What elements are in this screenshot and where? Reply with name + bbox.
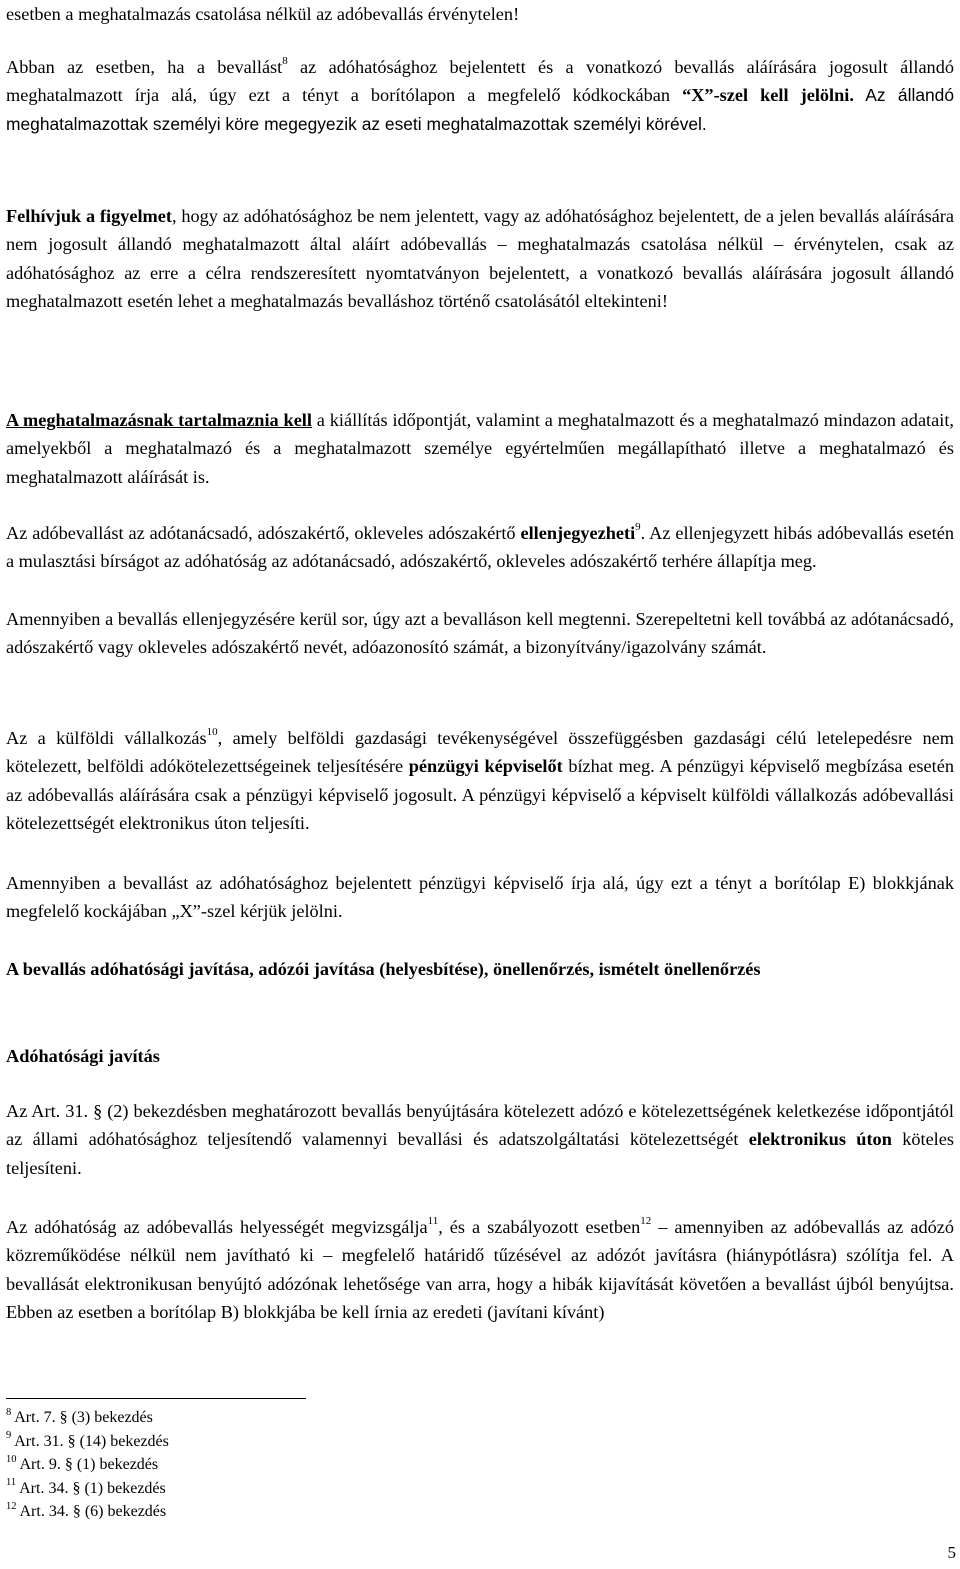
footnote-number: 10	[6, 1453, 17, 1465]
text: – amennyiben az adóbevallás az adózó közreműködése nélkül nem javítható ki – megfelelő határidő tűzésével az adózót javításra (hiánypótlásra) szólítja fel. A bevallását elektronikusan benyújtó adózónak lehetősége van arra, hogy a hibák kijavítását követően a bevallást újból benyújtsa. Ebben az esetben a borítólap B) blokkjába be kell írnia az eredeti (javítani kívánt)	[6, 1217, 954, 1323]
footnote-item	[6, 1453, 169, 1477]
text: a kiállítás időpontját, valamint a meghatalmazott és a meghatalmazó mindazon adatait, amelyekből a meghatalmazó és a meghatalmazott személye egyértelműen megállapítható illetve a meghatalmazó és meghatalmazott aláírását is.	[6, 410, 954, 487]
footnote-text: Art. 9. § (1) bekezdés	[19, 1456, 159, 1474]
bold-text: elektronikus úton	[748, 1129, 892, 1150]
footnote-separator	[6, 1398, 306, 1399]
text: Az a külföldi vállalkozás	[6, 728, 207, 748]
paragraph-foreign-company	[6, 724, 954, 838]
footnote-number: 12	[6, 1501, 17, 1513]
text: Az állandó meghatalmazottak személyi köre megegyezik az eseti meghatalmazottak személyi körével.	[6, 85, 955, 134]
intro-text: esetben a meghatalmazás csatolása nélkül az adóbevallás érvénytelen!	[6, 4, 520, 24]
footnote-item	[6, 1477, 169, 1501]
text: , hogy az adóhatósághoz be nem jelentett, vagy az adóhatósághoz bejelentett, de a jelen bevallás aláírására nem jogosult állandó meghatalmazott által aláírt adóbevallás – meghatalmazás csatolása nélkül – érvénytelen, csak az adóhatósághoz az erre a célra rendszeresített nyomtatványon bejelentett, a vonatkozó bevallás aláírására jogosult állandó meghatalmazott esetén lehet a meghatalmazás bevalláshoz történő csatolásától eltekinteni!	[6, 206, 955, 312]
paragraph-countersign	[6, 519, 954, 576]
text: bízhat meg. A pénzügyi képviselő megbízása esetén az adóbevallás aláírására csak a pénzügyi képviselő jogosult. A pénzügyi képviselő a képviselt külföldi vállalkozás adóbevallási kötelezettségét elektronikus úton teljesíti.	[6, 756, 954, 834]
paragraph-notice	[6, 202, 954, 316]
text: . Az ellenjegyzett hibás adóbevallás esetén a mulasztási bírságot az adóhatóság az adótanácsadó, adószakértő, okleveles adószakértő terhére állapítja meg.	[6, 523, 954, 572]
footnote-number: 8	[6, 1406, 12, 1418]
bold-text: pénzügyi képviselőt	[408, 756, 563, 777]
footnotes	[6, 1406, 169, 1524]
page-number: 5	[947, 1543, 956, 1562]
footnote-item	[6, 1430, 169, 1454]
footnote-item	[6, 1406, 169, 1430]
text: Amennyiben a bevallás ellenjegyzésére kerül sor, úgy azt a bevalláson kell megtenni. Szerepeltetni kell továbbá az adótanácsadó, adószakértő vagy okleveles adószakértő nevét, adóazonosító számát, a bizonyítvány/igazolvány számát.	[6, 609, 954, 658]
paragraph-intro	[6, 0, 954, 28]
text: , és a szabályozott esetben	[438, 1217, 641, 1237]
footnote-text: Art. 31. § (14) bekezdés	[14, 1432, 169, 1450]
footnote-number: 9	[6, 1430, 12, 1442]
text: az adóhatósághoz bejelentett és a vonatkozó bevallás aláírására jogosult állandó meghatalmazott írja alá, úgy ezt a tényt a borítólapon a megfelelő kódkockában	[6, 57, 954, 106]
footnote-ref-8[interactable]: 8	[282, 54, 288, 67]
paragraph-proxy-content	[6, 406, 954, 491]
bold-underlined-text: A meghatalmazásnak tartalmaznia kell	[6, 410, 312, 430]
bold-text: Felhívjuk a figyelmet	[6, 206, 172, 226]
text: Abban az esetben, ha a bevallást	[6, 57, 283, 77]
subsection-heading: Adóhatósági javítás	[6, 1046, 160, 1066]
text: Az adóbevallást az adótanácsadó, adószakértő, okleveles adószakértő	[6, 523, 521, 543]
footnote-ref-12[interactable]: 12	[640, 1214, 652, 1227]
bold-text: “X”-szel kell jelölni.	[682, 85, 854, 106]
footnote-ref-11[interactable]: 11	[427, 1214, 439, 1227]
paragraph-financial-representative	[6, 869, 954, 926]
text: Az adóhatóság az adóbevallás helyességét megvizsgálja	[6, 1217, 428, 1237]
text: , amely belföldi gazdasági tevékenységével összefüggésben gazdasági célú letelepedésre nem kötelezett, belföldi adókötelezettségeinek teljesítésére	[6, 728, 954, 777]
paragraph-countersign-detail	[6, 605, 954, 662]
footnote-item	[6, 1500, 169, 1524]
paragraph-permanent-proxy	[6, 53, 954, 138]
bold-text: ellenjegyezheti	[520, 523, 636, 543]
section-heading: A bevallás adóhatósági javítása, adózói javítása (helyesbítése), önellenőrzés, ismételt önellenőrzés	[6, 959, 761, 979]
footnote-ref-9[interactable]: 9	[635, 520, 641, 533]
paragraph-electronic-filing	[6, 1097, 954, 1182]
footnote-text: Art. 34. § (6) bekezdés	[19, 1503, 167, 1521]
text: köteles teljesíteni.	[6, 1129, 954, 1178]
footnote-ref-10[interactable]: 10	[206, 725, 218, 738]
footnote-number: 11	[6, 1477, 17, 1489]
text: Amennyiben a bevallást az adóhatósághoz bejelentett pénzügyi képviselő írja alá, úgy ezt a tényt a borítólap E) blokkjának megfelelő kockájában „X”-szel kérjük jelölni.	[6, 873, 954, 922]
paragraph-tax-authority-review	[6, 1213, 954, 1327]
footnote-text: Art. 7. § (3) bekezdés	[14, 1409, 153, 1426]
footnote-text: Art. 34. § (1) bekezdés	[19, 1479, 166, 1497]
text: Az Art. 31. § (2) bekezdésben meghatározott bevallás benyújtására kötelezett adózó e kötelezettségének keletkezése időpontjától az állami adóhatósághoz teljesítendő valamennyi bevallási és adatszolgáltatási kötelezettségét	[6, 1101, 954, 1150]
